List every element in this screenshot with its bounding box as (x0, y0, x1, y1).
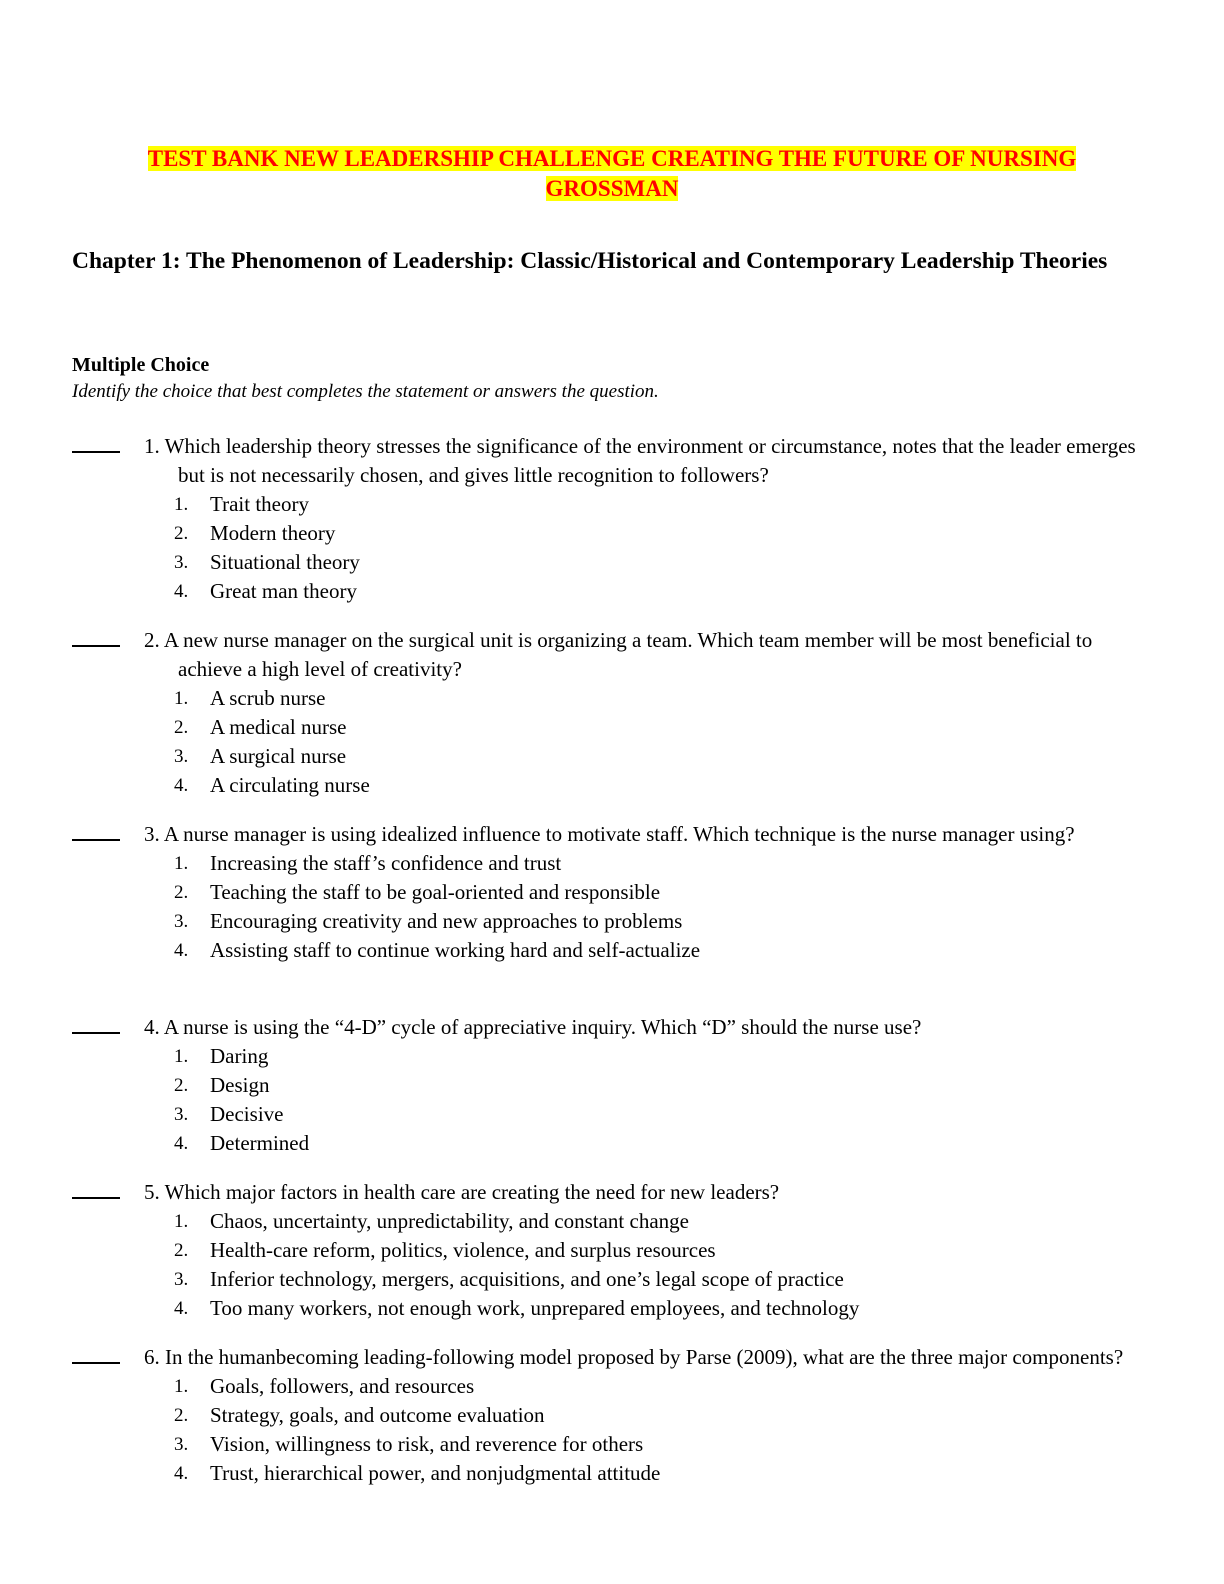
option-text: Health-care reform, politics, violence, and surplus resources (210, 1238, 716, 1262)
question-stem: A new nurse manager on the surgical unit is organizing a team. Which team member will be most beneficial to achieve a high level of creativity? (163, 628, 1093, 681)
option-number: 2. (174, 882, 189, 903)
option-item[interactable] (72, 907, 1152, 936)
option-text: Too many workers, not enough work, unprepared employees, and technology (210, 1296, 860, 1320)
question-stem: A nurse is using the “4-D” cycle of appreciative inquiry. Which “D” should the nurse use? (163, 1015, 922, 1039)
answer-blank[interactable] (72, 645, 120, 647)
title-line-2: GROSSMAN (545, 176, 679, 201)
option-item[interactable] (72, 1372, 1152, 1401)
section-heading: Multiple Choice (72, 354, 210, 376)
question-1 (72, 432, 1152, 606)
option-text: Modern theory (210, 521, 336, 545)
question-text (144, 1013, 1158, 1042)
option-number: 2. (174, 717, 189, 738)
option-item[interactable] (72, 1129, 1152, 1158)
option-item[interactable] (72, 1071, 1152, 1100)
option-number: 3. (174, 911, 189, 932)
question-number: 2. (144, 628, 160, 652)
option-text: Inferior technology, mergers, acquisitions, and one’s legal scope of practice (210, 1267, 844, 1291)
option-text: Design (210, 1073, 270, 1097)
option-number: 1. (174, 688, 189, 709)
question-text (144, 1178, 1158, 1207)
answer-blank[interactable] (72, 451, 120, 453)
option-number: 1. (174, 853, 189, 874)
option-number: 4. (174, 581, 189, 602)
option-text: Great man theory (210, 579, 357, 603)
option-text: Increasing the staff’s confidence and trust (210, 851, 562, 875)
question-5 (72, 1178, 1152, 1323)
option-item[interactable] (72, 519, 1152, 548)
option-item[interactable] (72, 1401, 1152, 1430)
question-number: 1. (144, 434, 160, 458)
option-number: 1. (174, 1376, 189, 1397)
option-number: 2. (174, 1075, 189, 1096)
option-item[interactable] (72, 771, 1152, 800)
option-item[interactable] (72, 1294, 1152, 1323)
option-list (72, 490, 1152, 606)
answer-blank[interactable] (72, 1362, 120, 1364)
option-number: 4. (174, 775, 189, 796)
option-item[interactable] (72, 1236, 1152, 1265)
option-text: Teaching the staff to be goal-oriented and responsible (210, 880, 661, 904)
option-number: 3. (174, 1434, 189, 1455)
question-2 (72, 626, 1152, 800)
option-number: 4. (174, 1298, 189, 1319)
option-item[interactable] (72, 577, 1152, 606)
option-number: 4. (174, 940, 189, 961)
option-text: Encouraging creativity and new approaches to problems (210, 909, 683, 933)
option-number: 1. (174, 1046, 189, 1067)
option-text: Vision, willingness to risk, and reverence for others (210, 1432, 644, 1456)
question-6 (72, 1343, 1152, 1488)
option-text: Determined (210, 1131, 310, 1155)
option-number: 2. (174, 523, 189, 544)
option-item[interactable] (72, 878, 1152, 907)
option-text: Trust, hierarchical power, and nonjudgmental attitude (210, 1461, 661, 1485)
option-text: Strategy, goals, and outcome evaluation (210, 1403, 545, 1427)
question-number: 5. (144, 1180, 160, 1204)
option-item[interactable] (72, 1459, 1152, 1488)
option-item[interactable] (72, 1100, 1152, 1129)
option-item[interactable] (72, 548, 1152, 577)
option-number: 3. (174, 1269, 189, 1290)
question-3 (72, 820, 1152, 965)
option-number: 1. (174, 494, 189, 515)
option-list (72, 1042, 1152, 1158)
option-number: 3. (174, 552, 189, 573)
option-text: Situational theory (210, 550, 360, 574)
question-stem: Which major factors in health care are creating the need for new leaders? (164, 1180, 780, 1204)
option-list (72, 684, 1152, 800)
option-item[interactable] (72, 684, 1152, 713)
answer-blank[interactable] (72, 839, 120, 841)
option-number: 1. (174, 1211, 189, 1232)
option-list (72, 1207, 1152, 1323)
option-number: 4. (174, 1463, 189, 1484)
option-item[interactable] (72, 936, 1152, 965)
option-text: Trait theory (210, 492, 309, 516)
question-text (144, 820, 1158, 849)
question-stem: Which leadership theory stresses the significance of the environment or circumstance, notes that the leader emerges but is not necessarily chosen, and gives little recognition to followers? (164, 434, 1136, 487)
answer-blank[interactable] (72, 1197, 120, 1199)
answer-blank[interactable] (72, 1032, 120, 1034)
option-item[interactable] (72, 1265, 1152, 1294)
option-text: A surgical nurse (210, 744, 347, 768)
question-text (144, 1343, 1158, 1372)
option-text: Chaos, uncertainty, unpredictability, and constant change (210, 1209, 689, 1233)
option-text: A medical nurse (210, 715, 347, 739)
question-number: 6. (144, 1345, 160, 1369)
option-text: Assisting staff to continue working hard and self-actualize (210, 938, 701, 962)
option-text: Goals, followers, and resources (210, 1374, 475, 1398)
option-item[interactable] (72, 849, 1152, 878)
option-item[interactable] (72, 1042, 1152, 1071)
option-number: 2. (174, 1240, 189, 1261)
option-item[interactable] (72, 1207, 1152, 1236)
question-4 (72, 1013, 1152, 1158)
question-stem: In the humanbecoming leading-following model proposed by Parse (2009), what are the three major components? (165, 1345, 1124, 1369)
instructions-text: Identify the choice that best completes the statement or answers the question. (72, 381, 659, 402)
option-item[interactable] (72, 713, 1152, 742)
question-number: 3. (144, 822, 160, 846)
option-text: Daring (210, 1044, 269, 1068)
option-item[interactable] (72, 1430, 1152, 1459)
option-text: A scrub nurse (210, 686, 326, 710)
title-line-1: TEST BANK NEW LEADERSHIP CHALLENGE CREATING THE FUTURE OF NURSING (147, 146, 1077, 171)
option-item[interactable] (72, 742, 1152, 771)
document-title (72, 144, 1152, 204)
option-text: Decisive (210, 1102, 284, 1126)
question-stem: A nurse manager is using idealized influence to motivate staff. Which technique is the nurse manager using? (163, 822, 1075, 846)
question-text (144, 626, 1158, 684)
chapter-title: Chapter 1: The Phenomenon of Leadership: Classic/Historical and Contemporary Leadership Theories (72, 248, 1108, 274)
option-list (72, 849, 1152, 965)
option-item[interactable] (72, 490, 1152, 519)
option-list (72, 1372, 1152, 1488)
question-text (144, 432, 1158, 490)
option-number: 2. (174, 1405, 189, 1426)
option-number: 3. (174, 1104, 189, 1125)
question-number: 4. (144, 1015, 160, 1039)
option-text: A circulating nurse (210, 773, 370, 797)
option-number: 3. (174, 746, 189, 767)
option-number: 4. (174, 1133, 189, 1154)
